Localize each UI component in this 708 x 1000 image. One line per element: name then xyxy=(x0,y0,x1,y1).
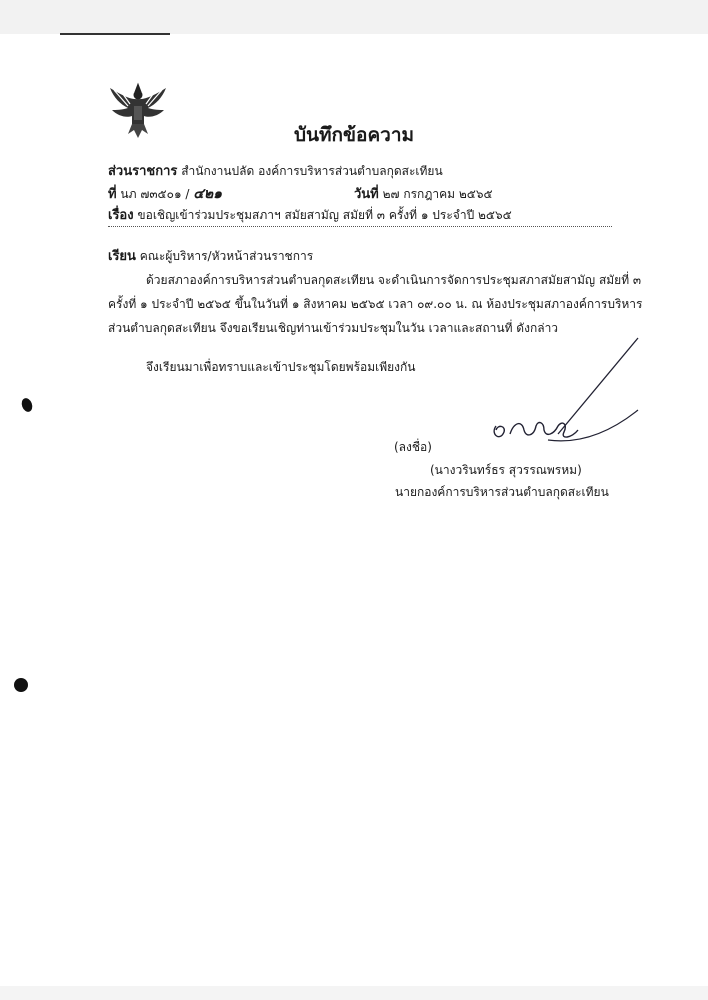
recipient-label: เรียน xyxy=(108,249,136,264)
scan-edge-line xyxy=(60,33,170,35)
date-value: ๒๗ กรกฎาคม ๒๕๖๕ xyxy=(382,187,493,201)
signature-label: (ลงชื่อ) xyxy=(394,440,432,454)
subject-value: ขอเชิญเข้าร่วมประชุมสภาฯ สมัยสามัญ สมัยที่ ๓ ครั้งที่ ๑ ประจำปี ๒๕๖๕ xyxy=(137,208,512,222)
reference-value: นภ ๗๓๕๐๑ / xyxy=(120,187,190,201)
scan-top-edge xyxy=(0,0,708,34)
date-label: วันที่ xyxy=(354,187,379,202)
punch-hole-mark xyxy=(14,678,28,692)
signatory-name: (นางวรินทร์ธร สุวรรณพรหม) xyxy=(430,463,582,477)
subject-label: เรื่อง xyxy=(108,208,134,223)
scan-bottom-edge xyxy=(0,986,708,1000)
memo-title: บันทึกข้อความ xyxy=(293,124,415,146)
reference-label: ที่ xyxy=(108,187,117,202)
date-row xyxy=(354,183,493,204)
agency-row xyxy=(108,160,443,181)
recipient-value: คณะผู้บริหาร/หัวหน้าส่วนราชการ xyxy=(139,249,314,263)
agency-label: ส่วนราชการ xyxy=(108,164,178,179)
recipient-row xyxy=(108,245,313,266)
separator-dotted-line xyxy=(108,226,612,227)
handwritten-signature xyxy=(488,334,648,464)
punch-hole-mark xyxy=(20,397,34,414)
reference-handwritten-number: ๔๒๑ xyxy=(193,186,222,202)
subject-row xyxy=(108,204,512,225)
signatory-position: นายกองค์การบริหารส่วนตำบลกุดสะเทียน xyxy=(395,485,609,499)
agency-value: สำนักงานปลัด องค์การบริหารส่วนตำบลกุดสะเทียน xyxy=(181,164,443,178)
closing-paragraph: จึงเรียนมาเพื่อทราบและเข้าประชุมโดยพร้อมเพียงกัน xyxy=(146,360,416,374)
body-paragraph: ด้วยสภาองค์การบริหารส่วนตำบลกุดสะเทียน จะดำเนินการจัดการประชุมสภาสมัยสามัญ สมัยที่ ๓ ครั้งที่ ๑ ประจำปี ๒๕๖๕ ขึ้นในวันที่ ๑ สิงหาคม ๒๕๖๕ เวลา ๐๙.๐๐ น. ณ ห้องประชุมสภาองค์การบริหารส่วนตำบลกุดสะเทียน จึงขอเรียนเชิญท่านเข้าร่วมประชุมในวัน เวลาและสถานที่ ดังกล่าว xyxy=(108,273,643,335)
reference-row xyxy=(108,183,222,205)
